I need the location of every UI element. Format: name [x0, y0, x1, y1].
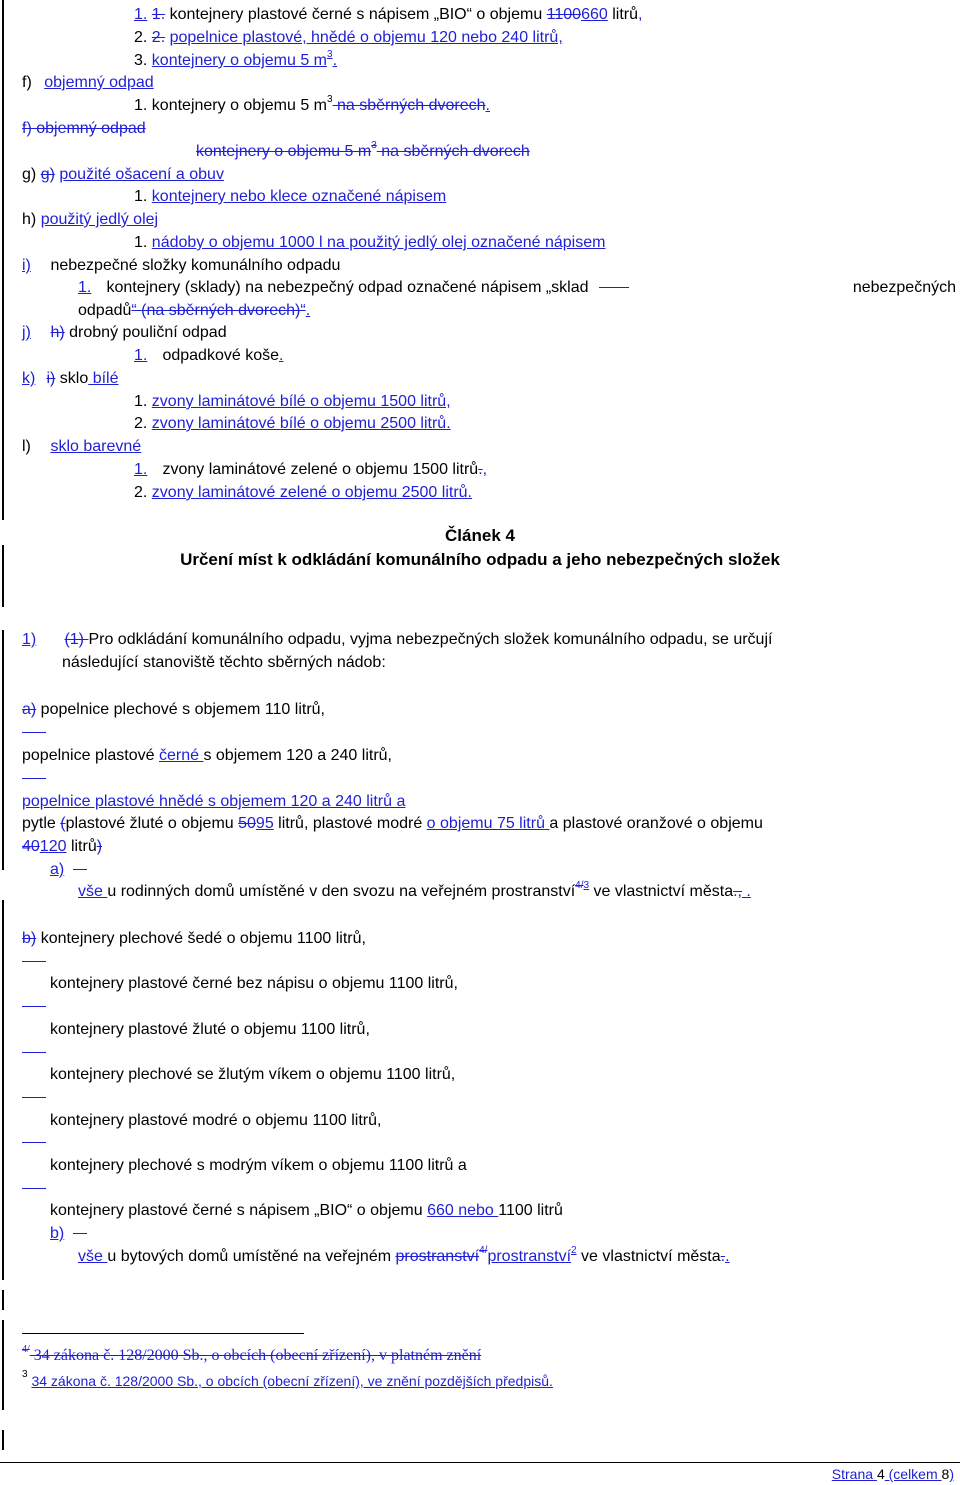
list-item: [50, 1200, 563, 1222]
footnote-ref: 2: [571, 1245, 577, 1256]
item-text: drobný pouliční odpad: [69, 324, 227, 341]
inserted-text: černé: [158, 747, 204, 764]
dash-mark: [22, 1052, 46, 1053]
inserted-text: zvony laminátové bílé o objemu 1500 litrů,: [151, 393, 451, 410]
item-number: 1.: [134, 393, 148, 410]
inserted-text: zvony laminátové zelené o objemu 2500 litrů.: [151, 484, 472, 501]
inserted-number: 1.: [78, 279, 92, 296]
list-item: kontejnery plechové s modrým víkem o objemu 1100 litrů a: [50, 1157, 467, 1174]
inserted-text: .: [485, 97, 490, 114]
item-text: popelnice plechové s objemem 110 litrů,: [36, 701, 325, 718]
list-item: [134, 50, 337, 72]
dash-line: [22, 768, 50, 790]
list-item: [50, 859, 91, 881]
inserted-text: .: [278, 347, 284, 364]
superscript: 3: [327, 94, 333, 105]
deleted-text: 40: [22, 838, 40, 855]
inserted-text: použité ošacení a obuv: [59, 166, 224, 183]
list-heading: [22, 72, 154, 94]
list-item: [22, 791, 405, 813]
inserted-number: 1.: [134, 461, 148, 478]
dash-mark: [22, 732, 46, 733]
footnote: [22, 1370, 553, 1392]
deleted-text: .: [478, 461, 483, 478]
list-item: [22, 928, 366, 950]
item-number: 1.: [134, 97, 148, 114]
item-text: u bytových domů umístěné na veřejném: [107, 1248, 396, 1265]
list-item: kontejnery plastové modré o objemu 1100 litrů,: [50, 1112, 382, 1129]
deleted-text: “ (na sběrných dvorech): [131, 302, 301, 319]
list-item: [134, 4, 642, 26]
deleted-label: (1): [64, 631, 89, 648]
item-text: zvony laminátové zelené o objemu 1500 litrů: [162, 461, 479, 478]
deleted-text: prostranství: [395, 1248, 480, 1265]
inserted-text: 34 zákona č. 128/2000 Sb., o obcích (obecní zřízení), ve znění pozdějších předpisů.: [31, 1373, 553, 1389]
list-item: [78, 881, 751, 903]
list-item: [134, 345, 283, 367]
dash-line: [22, 1178, 50, 1200]
list-item: [50, 1223, 91, 1245]
footer-text: Strana: [831, 1466, 877, 1482]
item-number: 1.: [134, 6, 148, 23]
deleted-text: .,: [733, 883, 742, 900]
list-item: [134, 391, 451, 413]
dash-line: [22, 951, 50, 973]
item-text: odpadkové koše: [162, 347, 279, 364]
deleted-number: 1.: [151, 6, 166, 23]
deleted-text: ): [96, 838, 103, 855]
inserted-text: vše: [78, 883, 108, 900]
item-text: kontejnery plastové černé s nápisem „BIO“ o objemu: [169, 6, 547, 23]
list-heading: [22, 322, 227, 344]
inserted-label: a): [50, 861, 65, 878]
inserted-comma: ,: [638, 6, 643, 23]
inserted-text: prostranství: [487, 1248, 572, 1265]
dash-mark: [599, 287, 629, 288]
deleted-text: na sběrných dvorech: [376, 143, 530, 160]
item-text: nebezpečných: [852, 279, 956, 296]
item-text: litrů: [66, 838, 97, 855]
inserted-text: sklo barevné: [50, 438, 142, 455]
inserted-label: k): [22, 370, 36, 387]
footnote-ref: 4/: [575, 880, 584, 891]
list-item: [78, 1246, 730, 1268]
list-heading: [22, 368, 119, 390]
list-item: [22, 745, 392, 767]
item-label: g): [22, 166, 37, 183]
item-text: s objemem 120 a 240 litrů,: [203, 747, 392, 764]
deleted-volume: 1100: [546, 6, 582, 23]
item-text: litrů: [607, 6, 639, 23]
inserted-text: zvony laminátové bílé o objemu 2500 litrů.: [151, 415, 451, 432]
item-label: l): [22, 438, 31, 455]
footer-total: 8: [941, 1466, 950, 1482]
item-number: 2.: [134, 29, 148, 46]
footnote-mark: 3: [22, 1369, 28, 1380]
footer-rule: [0, 1462, 960, 1463]
dash-mark: [22, 1188, 46, 1189]
article-title: Článek 4: [445, 526, 515, 545]
inserted-text: 95: [255, 815, 274, 832]
inserted-text: .: [741, 883, 751, 900]
list-item: [196, 141, 530, 163]
dash-mark: [73, 869, 87, 870]
list-item: [134, 186, 446, 208]
dash-mark: [22, 1097, 46, 1098]
inserted-label: j): [22, 324, 31, 341]
item-label: f): [22, 74, 32, 91]
list-item: [134, 95, 490, 117]
list-item: [134, 459, 487, 481]
inserted-text: 660 nebo: [427, 1202, 499, 1219]
item-text: plastové žluté o objemu: [65, 815, 239, 832]
article-subtitle: Určení míst k odkládání komunálního odpadu a jeho nebezpečných složek: [180, 550, 780, 569]
dash-mark: [22, 1142, 46, 1143]
change-bar: [2, 1290, 4, 1310]
dash-mark: [22, 961, 46, 962]
superscript: 3: [327, 49, 333, 60]
item-text: 1100 litrů: [498, 1202, 563, 1219]
inserted-text: bílé: [88, 370, 119, 387]
item-text: popelnice plastové: [22, 747, 159, 764]
inserted-text: .: [332, 52, 338, 69]
inserted-text: popelnice plastové hnědé s objemem 120 a 240 litrů a: [22, 793, 406, 810]
list-heading: [22, 255, 340, 277]
list-item: [22, 836, 102, 858]
inserted-text: použitý jedlý olej: [40, 211, 159, 228]
dash-mark: [22, 778, 46, 779]
inserted-volume: 660: [581, 6, 608, 23]
list-item: [134, 232, 605, 254]
item-text: kontejnery plastové černé s nápisem „BIO“ o objemu: [50, 1202, 428, 1219]
inserted-number: 1.: [134, 347, 148, 364]
list-heading: [22, 436, 141, 458]
change-bar: [2, 900, 4, 1280]
change-bar: [2, 0, 4, 520]
item-text: odpadů: [78, 302, 132, 319]
footnote-separator: [22, 1333, 304, 1334]
footnote-ref: 4/: [479, 1245, 488, 1256]
superscript: 3: [371, 140, 377, 151]
inserted-text: .: [725, 1248, 730, 1265]
deleted-text: kontejnery o objemu 5 m: [196, 143, 372, 160]
item-text: ve vlastnictví města: [589, 883, 734, 900]
footer-text: ): [949, 1466, 954, 1482]
inserted-text: popelnice plastové, hnědé o objemu 120 nebo 240 litrů,: [169, 29, 563, 46]
inserted-label: 1): [22, 631, 37, 648]
list-item: kontejnery plechové se žlutým víkem o objemu 1100 litrů,: [50, 1066, 456, 1083]
deleted-label: i): [46, 370, 56, 387]
inserted-text: vše: [78, 1248, 108, 1265]
item-text: litrů, plastové modré: [273, 815, 427, 832]
inserted-text: nádoby o objemu 1000 l na použitý jedlý olej označené nápisem: [151, 234, 606, 251]
dash-line: [22, 1087, 50, 1109]
item-label: h): [22, 211, 37, 228]
deleted-number: 2.: [151, 29, 166, 46]
deleted-text: na sběrných dvorech: [332, 97, 486, 114]
change-bar: [2, 1320, 4, 1410]
footnote-ref: 3: [583, 880, 590, 891]
item-text: nebezpečné složky komunálního odpadu: [50, 257, 341, 274]
footer-page: 4: [876, 1466, 885, 1482]
page-number: [832, 1463, 954, 1485]
paragraph-text: následující stanoviště těchto sběrných nádob:: [62, 654, 386, 671]
item-text: kontejnery o objemu 5 m: [151, 97, 327, 114]
list-heading: [22, 164, 224, 186]
list-item: [22, 699, 325, 721]
list-item: kontejnery plastové žluté o objemu 1100 litrů,: [50, 1021, 370, 1038]
inserted-label: b): [50, 1225, 65, 1242]
dash-line: [22, 1042, 50, 1064]
item-number: 1.: [134, 234, 148, 251]
footnote: [22, 1345, 481, 1367]
deleted-label: g): [40, 166, 55, 183]
inserted-text: 120: [39, 838, 67, 855]
inserted-text: ,: [482, 461, 488, 478]
deleted-text: “: [300, 302, 306, 319]
list-heading: [22, 209, 158, 231]
list-item: [134, 413, 451, 435]
item-text: kontejnery plechové šedé o objemu 1100 litrů,: [40, 930, 366, 947]
inserted-text: kontejnery nebo klece označené nápisem: [151, 188, 447, 205]
item-number: 2.: [134, 415, 148, 432]
deleted-text: (: [60, 815, 66, 832]
list-item: [134, 27, 563, 49]
deleted-label: b): [22, 930, 37, 947]
inserted-text: kontejnery o objemu 5 m: [151, 52, 327, 69]
inserted-label: i): [22, 257, 31, 274]
change-bar: [2, 1430, 4, 1450]
change-bar: [2, 630, 4, 870]
paragraph-text: Pro odkládání komunálního odpadu, vyjma nebezpečných složek komunálního odpadu, se určují: [88, 631, 773, 648]
paragraph: [62, 652, 386, 674]
deleted-label: a): [22, 701, 37, 718]
list-item: [78, 277, 956, 299]
item-text: ve vlastnictví města: [576, 1248, 721, 1265]
deleted-text: 34 zákona č. 128/2000 Sb., o obcích (obecní zřízení), v platném znění: [29, 1347, 482, 1364]
dash-mark: [73, 1233, 87, 1234]
item-number: 2.: [134, 484, 148, 501]
inserted-text: objemný odpad: [44, 74, 154, 91]
item-text: u rodinných domů umístěné v den svozu na veřejném prostranství: [107, 883, 576, 900]
deleted-text: f) objemný odpad: [22, 120, 146, 137]
footer-text: (celkem: [884, 1466, 942, 1482]
dash-line: [22, 996, 50, 1018]
item-number: 3.: [134, 52, 148, 69]
deleted-text: 50: [238, 815, 256, 832]
deleted-label: h): [50, 324, 65, 341]
list-item: kontejnery plastové černé bez nápisu o objemu 1100 litrů,: [50, 975, 458, 992]
item-text: kontejnery (sklady) na nebezpečný odpad označené nápisem „sklad: [106, 279, 589, 296]
list-item: [22, 813, 763, 835]
list-item: [78, 300, 310, 322]
list-item: [134, 482, 472, 504]
paragraph: [22, 629, 772, 651]
item-text: pytle: [22, 815, 61, 832]
deleted-text: .: [720, 1248, 726, 1265]
item-number: 1.: [134, 188, 148, 205]
dash-line: [22, 722, 50, 744]
dash-mark: [22, 1006, 46, 1007]
item-text: a plastové oranžové o objemu: [549, 815, 763, 832]
inserted-text: .: [305, 302, 311, 319]
item-text: sklo: [59, 370, 89, 387]
footnote-mark: 4/: [22, 1344, 30, 1355]
list-heading: [22, 118, 146, 140]
dash-line: [22, 1132, 50, 1154]
inserted-text: o objemu 75 litrů: [426, 815, 550, 832]
